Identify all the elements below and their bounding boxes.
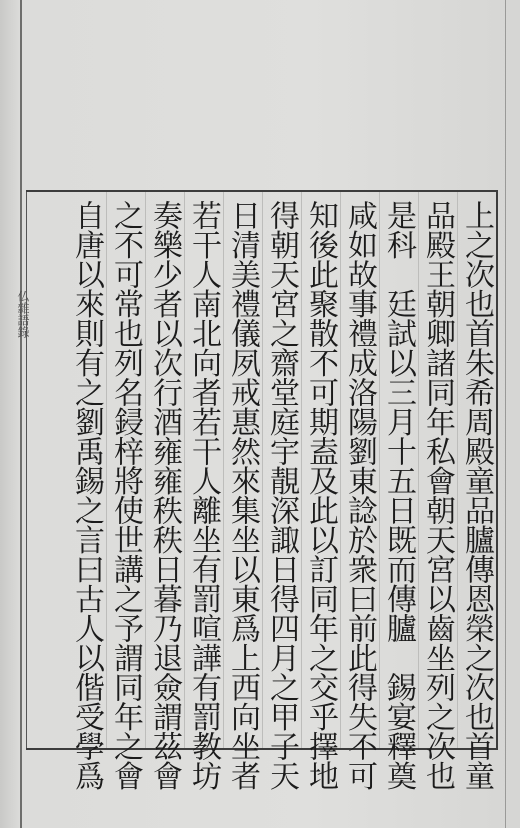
text-column-9: 奏樂少者以次行酒雍雍秩秩日暮乃退僉謂茲會 xyxy=(145,192,184,748)
text-column-8: 若干人南北向者若干人離坐有罰喧譁有罰教坊 xyxy=(184,192,223,748)
text-column-4: 咸如故事禮成洛陽劉東諗於衆曰前此得失不可 xyxy=(340,192,379,748)
page-fold-line xyxy=(20,0,22,828)
text-column-5: 知後此聚散不可期盍及此以訂同年之交乎擇地 xyxy=(301,192,340,748)
text-column-6: 得朝天宮之齋堂庭宇靚深諏日得四月之甲子天 xyxy=(262,192,301,748)
text-column-3: 是科 廷試以三月十五日既而傳臚 錫宴釋奠 xyxy=(379,192,418,748)
text-column-10: 之不可常也列名鋟梓將使世講之予謂同年之會 xyxy=(106,192,145,748)
text-column-7: 日清美禮儀夙戒惠然來集坐以東爲上西向坐者 xyxy=(223,192,262,748)
text-column-2: 品殿王朝卿諸同年私會朝天宮以齒坐列之次也 xyxy=(418,192,457,748)
text-column-11: 自唐以來則有之劉禹錫之言曰古人以偕受學爲 xyxy=(69,200,104,790)
text-frame xyxy=(26,190,498,790)
blank-margin xyxy=(0,0,520,190)
text-columns xyxy=(26,192,496,790)
banxin-label: 仏雜語錄 xyxy=(16,290,30,338)
text-column-1: 上之次也首朱希周殿童品臚傳恩榮之次也首童 xyxy=(457,192,496,748)
page-edge-line xyxy=(505,0,506,828)
